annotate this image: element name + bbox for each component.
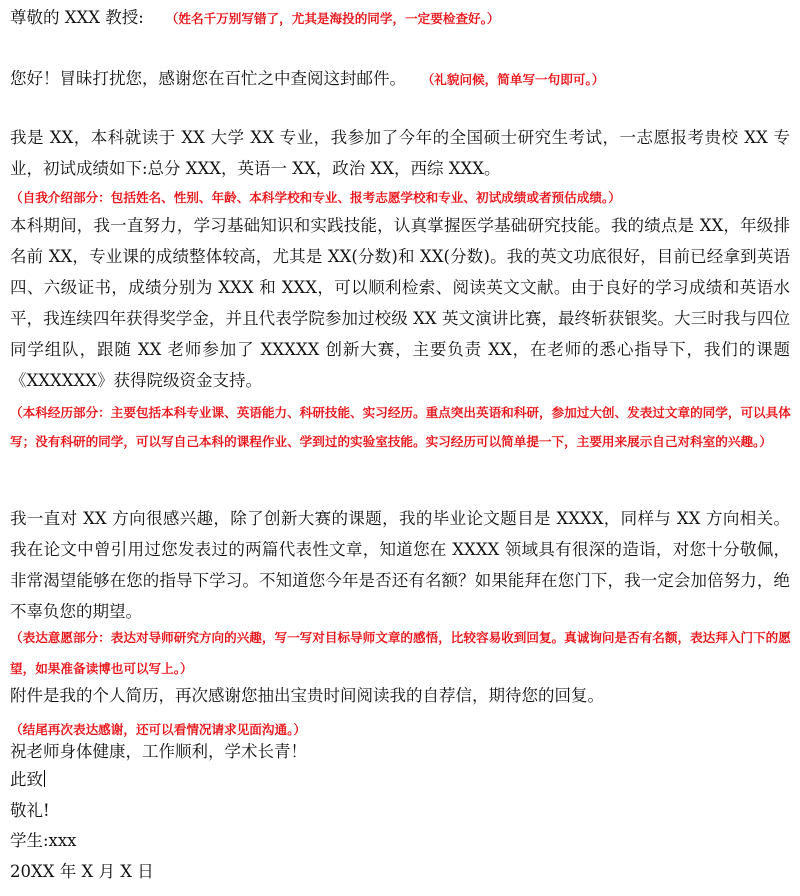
salutation-line [10, 8, 500, 29]
date-line: 20XX 年 X 月 X 日 [10, 862, 154, 881]
text-cursor [44, 770, 45, 787]
salutation-annotation: （姓名千万别写错了，尤其是海投的同学，一定要检查好。） [165, 11, 500, 26]
interest-paragraph: 我一直对 XX 方向很感兴趣，除了创新大赛的课题，我的毕业论文题目是 XXXX，同样与 XX 方向相关。我在论文中曾引用过您发表过的两篇代表性文章，知道您在 XXXX 领域具有很深的造诣，对您十分敬佩，非常渴望能够在您的指导下学习。不知道您今年是否还有名额？如果能拜在您门下，我一定会加倍努力，绝不辜负您的期望。 [10, 509, 790, 621]
greeting-line [10, 69, 604, 90]
intro-paragraph: 我是 XX，本科就读于 XX 大学 XX 专业，我参加了今年的全国硕士研究生考试，一志愿报考贵校 XX 专业，初试成绩如下:总分 XXX，英语一 XX，政治 XX，西综 XXX。 [10, 128, 790, 178]
salutation-text: 尊敬的 XXX 教授: [10, 8, 144, 27]
sign-off-line-2: 敬礼! [10, 801, 50, 820]
closing-annotation: （结尾再次表达感谢，还可以看情况请求见面沟通。） [10, 722, 306, 737]
interest-annotation: （表达意愿部分：表达对导师研究方向的兴趣，写一写对目标导师文章的感悟，比较容易收到回复。真诚询问是否有名额，表达拜入门下的愿望，如果准备读博也可以写上。） [10, 630, 791, 676]
signature-line: 学生:xxx [10, 831, 77, 850]
sign-off-text-1: 此致 [10, 770, 43, 789]
greeting-text: 您好！冒昧打扰您，感谢您在百忙之中查阅这封邮件。 [10, 69, 406, 88]
undergrad-paragraph: 本科期间，我一直努力，学习基础知识和实践技能，认真掌握医学基础研究技能。我的绩点是 XX，年级排名前 XX，专业课的成绩整体较高，尤其是 XX(分数)和 XX(分数)。我的英文功底很好，目前已经拿到英语四、六级证书，成绩分别为 XXX 和 XXX，可以顺利检索、阅读英文文献。由于良好的学习成绩和英语水平，我连续四年获得奖学金，并且代表学院参加过校级 XX 英文演讲比赛，最终斩获银奖。大三时我与四位同学组队，跟随 XX 老师参加了 XXXXX 创新大赛，主要负责 XX，在老师的悉心指导下，我们的课题《XXXXXX》获得院级资金支持。 [10, 216, 790, 390]
attachment-line: 附件是我的个人简历，再次感谢您抽出宝贵时间阅读我的自荐信，期待您的回复。 [10, 686, 604, 705]
sign-off-line-1 [10, 770, 45, 790]
greeting-annotation: （礼貌问候，简单写一句即可。） [428, 72, 605, 87]
intro-annotation: （自我介绍部分：包括姓名、性别、年龄、本科学校和专业、报考志愿学校和专业、初试成绩或者预估成绩。） [10, 190, 621, 205]
wishes-line: 祝老师身体健康，工作顺利，学术长青！ [10, 742, 307, 761]
undergrad-annotation: （本科经历部分：主要包括本科专业课、英语能力、科研技能、实习经历。重点突出英语和科研，参加过大创、发表过文章的同学，可以具体写；没有科研的同学，可以写自己本科的课程作业、学到过的实验室技能。实习经历可以简单提一下，主要用来展示自己对科室的兴趣。） [10, 405, 791, 449]
